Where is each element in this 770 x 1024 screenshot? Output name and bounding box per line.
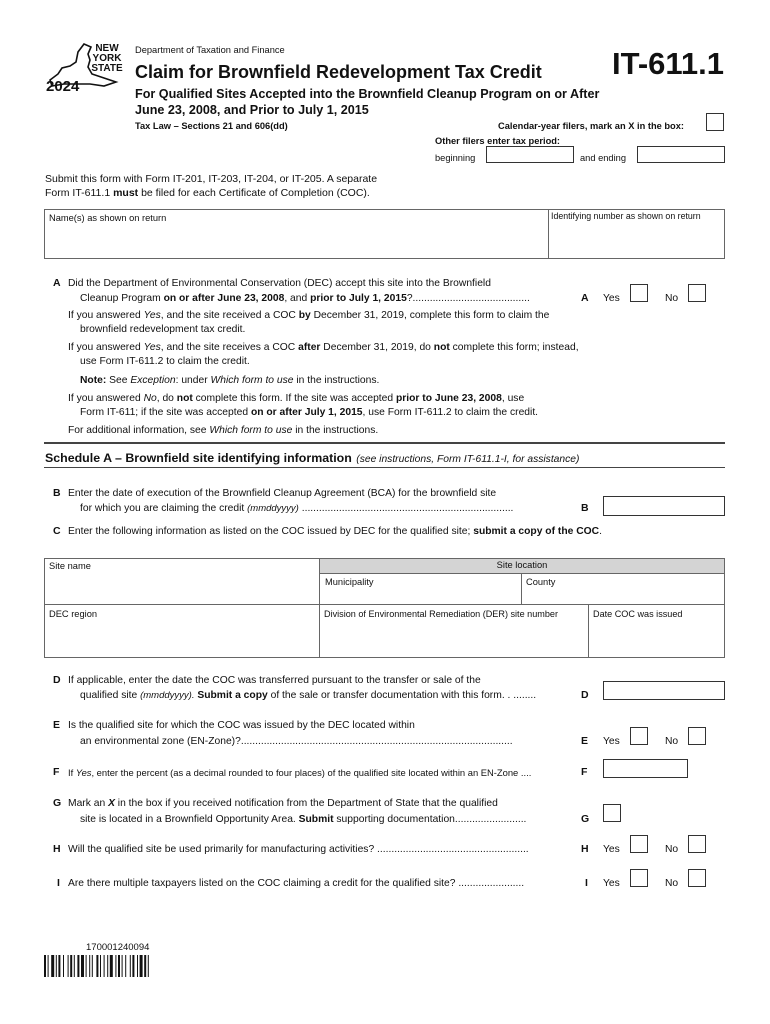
subtitle-line-2: June 23, 2008, and Prior to July 1, 2015 [135, 103, 369, 117]
barcode-bar [137, 955, 138, 977]
barcode-bar [77, 955, 79, 977]
line-a-instruction-yes-by: If you answered Yes, and the site received a COC by December 31, 2019, complete this form to claim the [68, 310, 550, 321]
line-d-letter: D [53, 674, 61, 686]
barcode-bar [107, 955, 108, 977]
line-h-marker: H [581, 843, 589, 855]
line-e-letter: E [53, 719, 61, 731]
line-i-no-label: No [665, 878, 679, 889]
line-d-text-2: qualified site (mmddyyyy). Submit a copy of the sale or transfer documentation with this form. . ........ [80, 690, 537, 701]
line-a-note: Note: See Exception: under Which form to use in the instructions. [80, 375, 380, 386]
site-table [44, 558, 725, 658]
beginning-label: beginning [435, 153, 476, 163]
nys-logo [44, 40, 124, 98]
line-e-marker: E [581, 735, 589, 747]
period-ending-input[interactable] [637, 146, 725, 163]
line-a-no-label: No [665, 293, 679, 304]
period-beginning-input[interactable] [486, 146, 574, 163]
barcode-bar [104, 955, 105, 977]
line-a-instruction-yes-after: If you answered Yes, and the site receives a COC after December 31, 2019, do not complete this form; instead, [68, 342, 579, 353]
barcode-bar [56, 955, 57, 977]
line-i-marker: I [585, 877, 588, 889]
schedule-a-title: Schedule A – Brownfield site identifying information [45, 451, 352, 465]
line-h-yes-checkbox[interactable] [630, 835, 648, 853]
dec-region-label: DEC region [49, 609, 98, 619]
line-f-text: If Yes, enter the percent (as a decimal rounded to four places) of the qualified site located within an EN-Zone .... [68, 767, 532, 778]
logo-line-york: YORK [92, 53, 122, 64]
barcode-bar [115, 955, 116, 977]
line-a-no-checkbox[interactable] [688, 284, 706, 302]
barcode-icon [44, 955, 196, 977]
barcode-bar [86, 955, 87, 977]
line-h-letter: H [53, 843, 61, 855]
line-e-text-2: an environmental zone (EN-Zone)?............................................................................................... [80, 736, 513, 747]
line-a-question-2: Cleanup Program on or after June 23, 2008, and prior to July 1, 2015?......................................... [80, 293, 530, 304]
line-a-instruction-no: If you answered No, do not complete this form. If the site was accepted prior to June 23, 2008, use [68, 393, 525, 404]
line-c-text: Enter the following information as listed on the COC issued by DEC for the qualified site; submit a copy of the COC. [68, 526, 602, 537]
barcode-bar [92, 955, 93, 977]
line-h-yes-label: Yes [603, 844, 620, 855]
schedule-a-heading [45, 449, 579, 467]
barcode-bar [144, 955, 146, 977]
line-a-additional-info: For additional information, see Which form to use in the instructions. [68, 425, 379, 436]
id-label: Identifying number as shown on return [551, 211, 701, 221]
tax-law-reference: Tax Law – Sections 21 and 606(dd) [135, 121, 288, 131]
submit-note-line-2: Form IT-611.1 must be filed for each Certificate of Completion (COC). [45, 187, 370, 199]
line-e-yes-label: Yes [603, 736, 620, 747]
line-i-no-checkbox[interactable] [688, 869, 706, 887]
line-b-text-2: for which you are claiming the credit (mmddyyyy) .......................................................................... [80, 503, 514, 514]
barcode-bar [140, 955, 143, 977]
page-title: Claim for Brownfield Redevelopment Tax Credit [135, 62, 542, 82]
line-b-text-1: Enter the date of execution of the Brownfield Cleanup Agreement (BCA) for the brownfield site [68, 488, 497, 499]
barcode-bar [110, 955, 113, 977]
barcode-bar [89, 955, 90, 977]
ending-label: and ending [580, 153, 627, 163]
subtitle-line-1: For Qualified Sites Accepted into the Brownfield Cleanup Program on or After [135, 87, 600, 101]
line-a-yes-checkbox[interactable] [630, 284, 648, 302]
barcode-bar [96, 955, 98, 977]
line-g-letter: G [53, 797, 62, 809]
line-a-letter: A [53, 277, 61, 289]
municipality-label: Municipality [325, 577, 374, 587]
barcode-bar [132, 955, 134, 977]
barcode-bar [48, 955, 49, 977]
coc-transfer-date-input[interactable] [603, 681, 725, 700]
line-e-text-1: Is the qualified site for which the COC was issued by the DEC located within [68, 720, 415, 731]
barcode-bar [148, 955, 149, 977]
schedule-a-rule [44, 442, 725, 444]
line-f-letter: F [53, 766, 60, 778]
barcode-bar [118, 955, 120, 977]
line-a-instruction-no-2: Form IT-611; if the site was accepted on or after July 1, 2015, use Form IT-611.2 to claim the credit. [80, 407, 539, 418]
calendar-year-label: Calendar-year filers, mark an X in the box: [498, 121, 685, 131]
barcode-number: 170001240094 [86, 942, 150, 953]
line-a-instruction-yes-by-2: brownfield redevelopment tax credit. [80, 324, 246, 335]
submit-note [45, 172, 377, 200]
line-b-marker: B [581, 502, 589, 514]
form-year: 2024 [46, 78, 80, 95]
boa-notification-checkbox[interactable] [603, 804, 621, 822]
department-name: Department of Taxation and Finance [135, 45, 285, 55]
en-zone-percent-input[interactable] [603, 759, 688, 778]
line-i-yes-checkbox[interactable] [630, 869, 648, 887]
line-g-marker: G [581, 813, 590, 825]
calendar-year-checkbox[interactable] [706, 113, 724, 131]
logo-line-state: STATE [91, 63, 123, 74]
line-i-text: Are there multiple taxpayers listed on the COC claiming a credit for the qualified site? ....................... [68, 878, 525, 889]
line-h-no-checkbox[interactable] [688, 835, 706, 853]
barcode-bar [122, 955, 123, 977]
line-b-letter: B [53, 487, 61, 499]
line-c-letter: C [53, 525, 61, 537]
barcode-bar [63, 955, 64, 977]
line-a-instruction-yes-after-2: use Form IT-611.2 to claim the credit. [80, 356, 250, 367]
line-a-marker: A [581, 292, 589, 304]
line-a-yes-label: Yes [603, 293, 620, 304]
line-d-marker: D [581, 689, 589, 701]
bca-date-input[interactable] [603, 496, 725, 516]
barcode-bar [100, 955, 101, 977]
line-g-text-1: Mark an X in the box if you received notification from the Department of State that the qualified [68, 798, 498, 809]
line-h-text: Will the qualified site be used primarily for manufacturing activities? ..................................................... [68, 844, 529, 855]
line-e-no-checkbox[interactable] [688, 727, 706, 745]
line-i-yes-label: Yes [603, 878, 620, 889]
date-coc-issued-label: Date COC was issued [593, 609, 683, 619]
other-filers-label: Other filers enter tax period: [435, 136, 561, 146]
logo-line-new: NEW [95, 43, 119, 54]
line-g-text-2: site is located in a Brownfield Opportunity Area. Submit supporting documentation......................... [80, 814, 527, 825]
line-i-letter: I [57, 877, 60, 889]
schedule-a-hint: (see instructions, Form IT-611.1-I, for assistance) [356, 454, 580, 465]
line-f-marker: F [581, 766, 588, 778]
line-h-no-label: No [665, 844, 679, 855]
barcode-bar [44, 955, 46, 977]
names-label: Name(s) as shown on return [49, 213, 167, 223]
barcode-bar [125, 955, 126, 977]
site-name-label: Site name [49, 561, 91, 571]
barcode-bar [58, 955, 60, 977]
barcode-bar [70, 955, 72, 977]
barcode-bar [130, 955, 131, 977]
line-e-yes-checkbox[interactable] [630, 727, 648, 745]
schedule-a-underline [44, 467, 725, 468]
der-site-number-label: Division of Environmental Remediation (DER) site number [324, 609, 559, 619]
submit-note-line-1: Submit this form with Form IT-201, IT-203, IT-204, or IT-205. A separate [45, 173, 378, 185]
line-a-question-1: Did the Department of Environmental Conservation (DEC) accept this site into the Brownfield [68, 278, 491, 289]
line-d-text-1: If applicable, enter the date the COC was transferred pursuant to the transfer or sale of the [68, 675, 481, 686]
site-location-label: Site location [496, 560, 548, 570]
barcode-bar [81, 955, 84, 977]
form-number: IT-611.1 [612, 46, 725, 81]
line-e-no-label: No [665, 736, 679, 747]
barcode-bar [68, 955, 69, 977]
barcode-bar [51, 955, 54, 977]
barcode-bar [74, 955, 75, 977]
county-label: County [526, 577, 556, 587]
